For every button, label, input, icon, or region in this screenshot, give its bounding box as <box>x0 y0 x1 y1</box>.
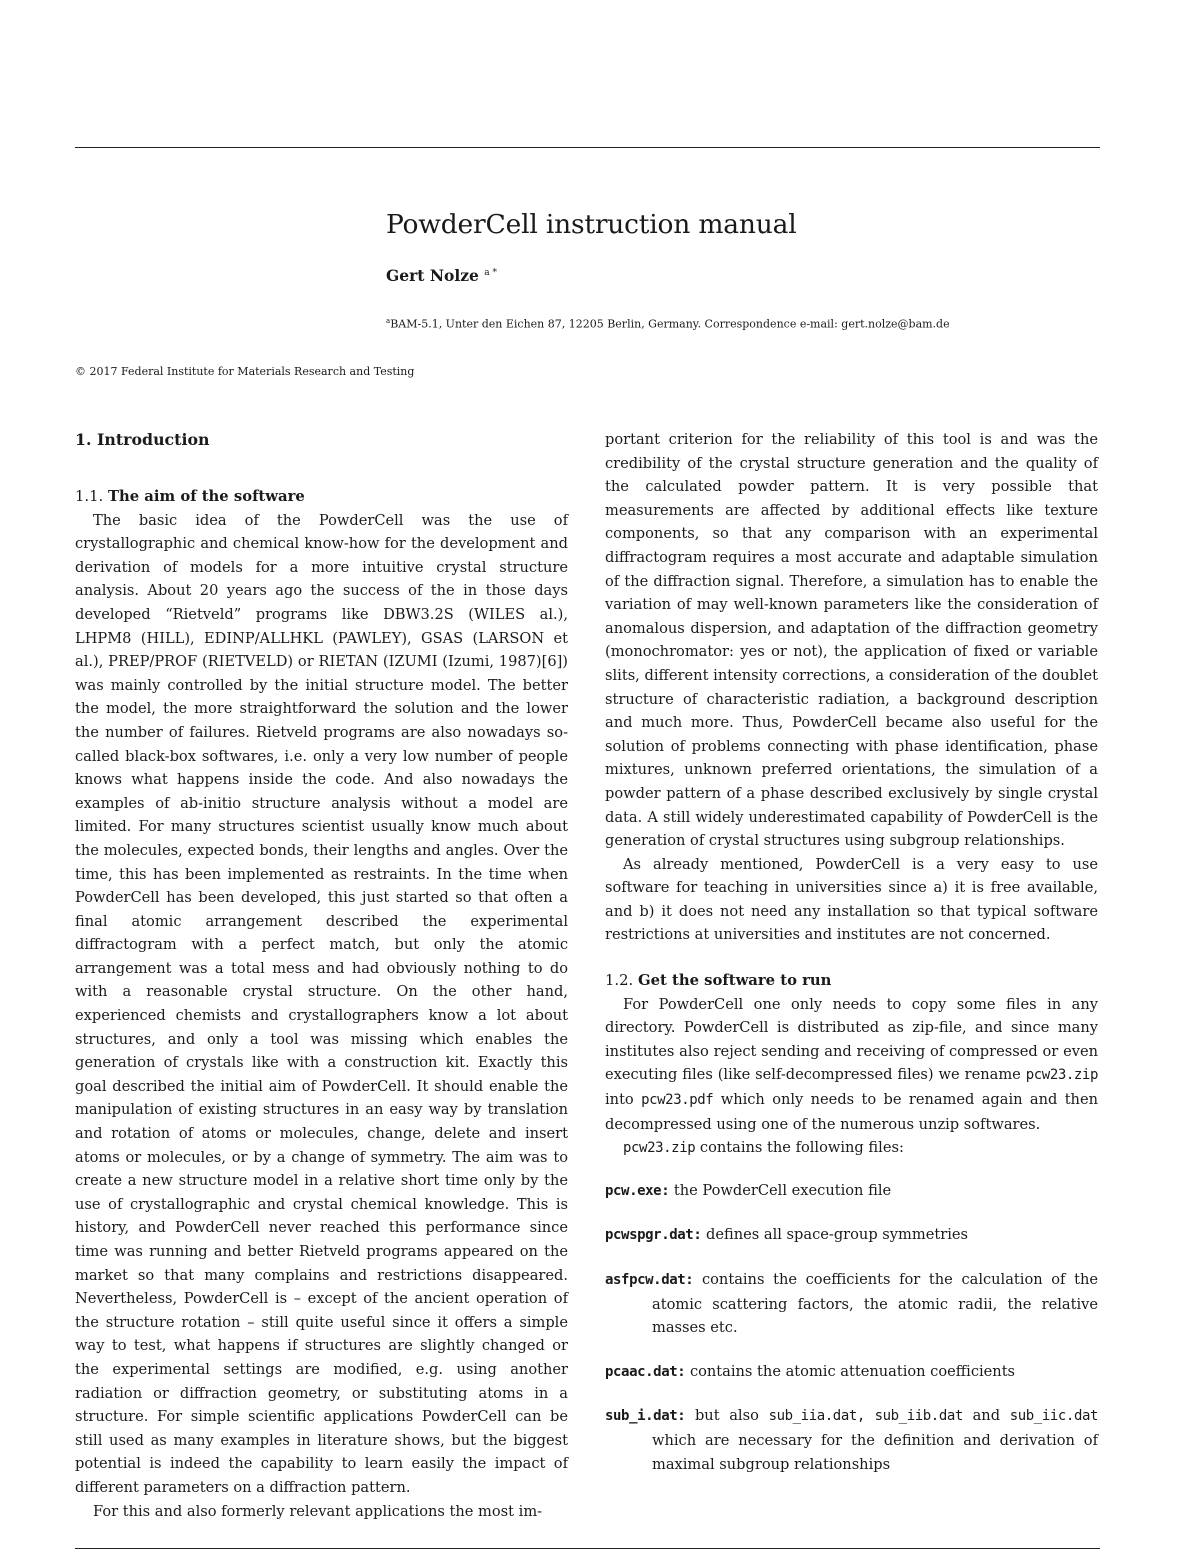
paragraph-continuation: portant criterion for the reliability of this tool is and was the credibility of the crystal structure generation and the quality of the calculated powder pattern. It is very possible that measurements are affected by additional effects like texture components, so that any comparison with an experimental diffractogram requires a most accurate and adaptable simulation of the diffraction signal. Therefore, a simulation has to enable the variation of may well-known parameters like the consideration of anomalous dispersion, and adaptation of the diffraction geometry (monochromator: yes or not), the application of fixed or variable slits, different intensity corrections, a consideration of the doublet structure of characteristic radiation, a background description and much more. Thus, PowderCell became also useful for the solution of problems connecting with phase identification, phase mixtures, unknown preferred orientations, the simulation of a powder pattern of a phase described exclusively by single crystal data. A still widely underestimated capability of PowderCell is the generation of crystal structures using subgroup relationships. <box>605 431 1098 850</box>
file-list-item <box>605 1404 1098 1476</box>
subsection-title: Get the software to run <box>637 972 832 990</box>
bottom-rule <box>75 1548 1100 1549</box>
subsection-number: 1.1. <box>75 488 104 505</box>
file-description: but also <box>694 1407 759 1425</box>
affiliation-mark: a <box>386 317 391 325</box>
file-description: contains the atomic attenuation coefficients <box>689 1362 1016 1380</box>
author-line <box>386 266 497 285</box>
code-filename: pcw23.zip <box>1025 1067 1098 1084</box>
file-description: defines all space-group symmetries <box>706 1226 968 1244</box>
file-list-item <box>605 1179 1098 1204</box>
paragraph <box>605 993 1098 1137</box>
file-term: pcwspgr.dat: <box>605 1227 702 1244</box>
text-run: For PowderCell one only needs to copy some files in any directory. PowderCell is distributed as zip-file, and since many institutes also reject sending and receiving of compressed or even executing files (like self-decompressed files) we rename <box>605 995 1098 1084</box>
top-rule <box>75 147 1100 148</box>
code-filename: sub_iia.dat, <box>768 1408 865 1425</box>
file-term: pcaac.dat: <box>605 1363 686 1380</box>
file-description: and <box>972 1407 1001 1425</box>
copyright-line: © 2017 Federal Institute for Materials Research and Testing <box>75 365 415 378</box>
paper-title: PowderCell instruction manual <box>386 209 797 240</box>
code-filename: sub_iic.dat <box>1009 1408 1099 1425</box>
file-term: asfpcw.dat: <box>605 1272 694 1288</box>
file-list-item <box>605 1360 1098 1385</box>
subsection-heading-get-software <box>605 969 1098 993</box>
right-column <box>605 428 1098 1496</box>
code-filename: pcw23.zip <box>623 1140 696 1157</box>
text-run: contains the following files: <box>699 1139 904 1157</box>
file-term: pcw.exe: <box>605 1182 670 1199</box>
file-term: sub_i.dat: <box>605 1408 686 1425</box>
author-marks: a * <box>484 267 498 278</box>
file-description: contains the coefficients for the calculation of the atomic scattering factors, the atomic radii, the relative masses etc. <box>652 1271 1098 1337</box>
author-name: Gert Nolze <box>386 266 479 285</box>
subsection-number: 1.2. <box>605 972 634 990</box>
paragraph: As already mentioned, PowderCell is a very easy to use software for teaching in universities since a) it is free available, and b) it does not need any installation so that typical software restrictions at universities and institutes are not concerned. <box>605 855 1098 944</box>
code-filename: pcw23.pdf <box>641 1092 714 1109</box>
affiliation <box>386 317 950 331</box>
section-heading-introduction: 1. Introduction <box>75 430 210 449</box>
paragraph: The basic idea of the PowderCell was the use of crystallographic and chemical know-how for the development and derivation of models for a more intuitive crystal structure analysis. About 20 years ago the success of the in those days developed “Rietveld” programs like DBW3.2S (WILES al.), LHPM8 (HILL), EDINP/ALLHKL (PAWLEY), GSAS (LARSON et al.), PREP/PROF (RIETVELD) or RIETAN (IZUMI (Izumi, 1987)[6]) was mainly controlled by the initial structure model. The better the model, the more straightforward the solution and the lower the number of failures. Rietveld programs are also nowadays so-called black-box softwares, i.e. only a very low number of people knows what happens inside the code. And also nowadays the examples of ab-initio structure analysis without a model are limited. For many structures scientist usually know much about the molecules, expected bonds, their lengths and angles. Over the time, this has been implemented as restraints. In the time when PowderCell has been developed, this just started so that often a final atomic arrangement described the experimental diffractogram with a perfect match, but only the atomic arrangement was a total mess and had obviously nothing to do with a reasonable crystal structure. On the other hand, experienced chemists and crystallographers know a lot about structures, and only a tool was missing which enables the generation of crystals like with a construction kit. Exactly this goal described the initial aim of PowderCell. It should enable the manipulation of existing structures in an easy way by translation and rotation of atoms or molecules, change, delete and insert atoms or molecules, or by a change of symmetry. The aim was to create a new structure model in a relative short time only by the use of crystallographic and crystal chemical knowledge. This is history, and PowderCell never reached this performance since time was running and better Rietveld programs appeared on the market so that many complains and restrictions disappeared. Nevertheless, PowderCell is – except of the ancient operation of the structure rotation – still quite useful since it offers a simple way to test, what happens if structures are slightly changed or the experimental settings are modified, e.g. using another radiation or diffraction geometry, or substituting atoms in a structure. For simple scientific applications PowderCell can be still used as many examples in literature shows, but the biggest potential is indeed the capability to learn easily the impact of different parameters on a diffraction pattern. <box>75 511 568 1496</box>
code-filename: sub_iib.dat <box>874 1408 963 1425</box>
file-list-item <box>605 1223 1098 1248</box>
paragraph <box>605 1136 1098 1161</box>
text-run: which only needs to be renamed again and then decompressed using one of the numerous unzip softwares. <box>605 1091 1098 1133</box>
file-list <box>605 1179 1098 1476</box>
paragraph: For this and also formerly relevant applications the most im- <box>93 1502 543 1520</box>
file-description: the PowderCell execution file <box>673 1181 892 1199</box>
affiliation-text: BAM-5.1, Unter den Eichen 87, 12205 Berlin, Germany. Correspondence e-mail: gert.nolze@bam.de <box>390 317 950 331</box>
file-description: which are necessary for the definition and derivation of maximal subgroup relationships <box>652 1431 1098 1473</box>
text-run: into <box>605 1091 634 1109</box>
subsection-heading-aim <box>75 485 568 509</box>
subsection-title: The aim of the software <box>107 488 305 505</box>
file-list-item <box>605 1268 1098 1340</box>
left-column <box>75 428 568 1523</box>
